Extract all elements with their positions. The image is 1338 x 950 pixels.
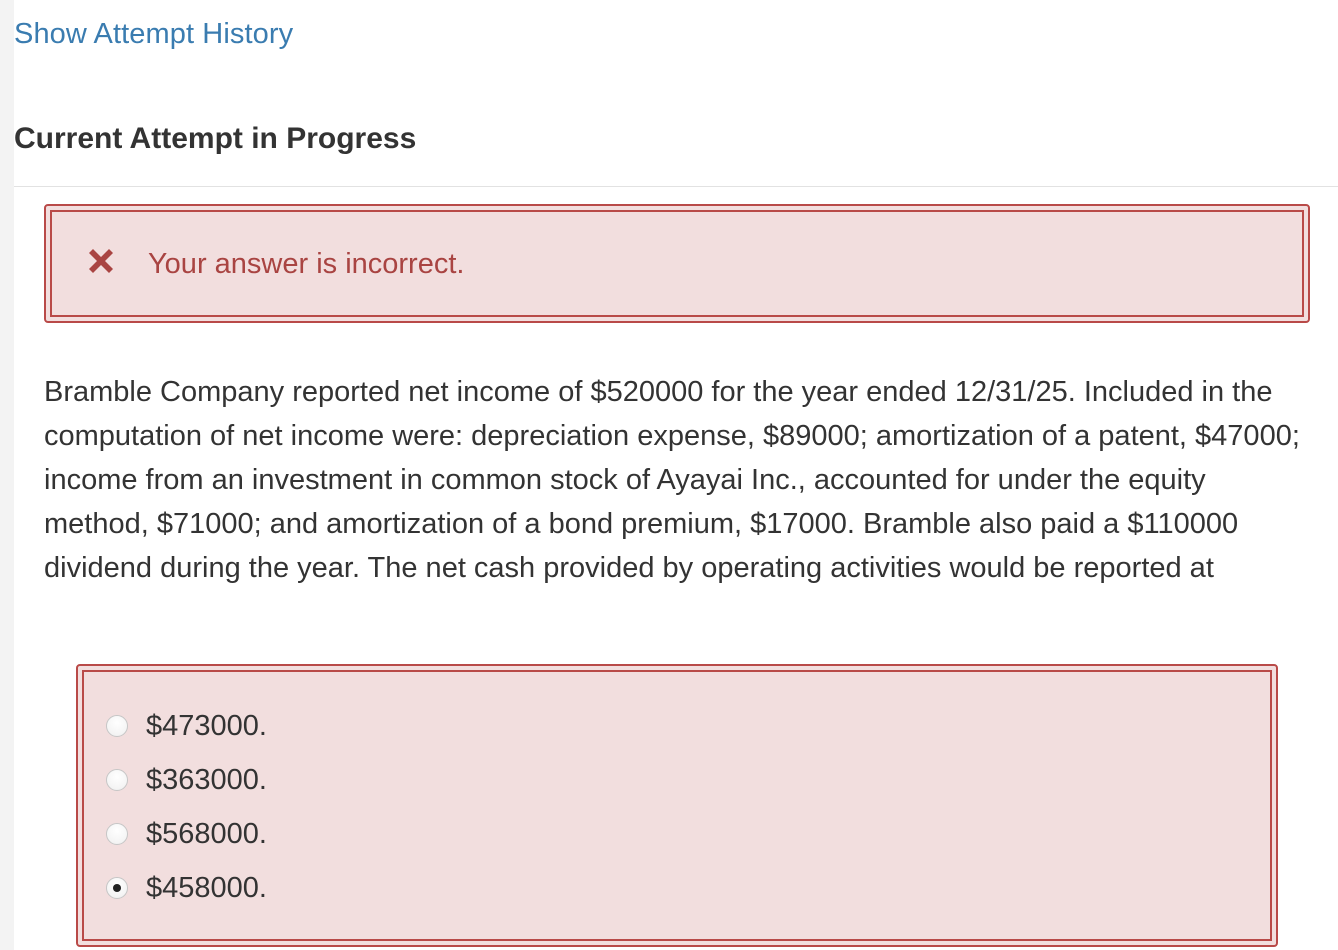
question-text: Bramble Company reported net income of $520000 for the year ended 12/31/25. Included in the computation of net income were: depreciation expense, $89000; amortization of a patent, $47000; income from an investment in common stock of Ayayai Inc., accounted for under the equity method, $71000; and amortization of a bond premium, $17000. Bramble also paid a $110000 dividend during the year. The net cash provided by operating activities would be reported at: [44, 376, 1300, 584]
feedback-message: Your answer is incorrect.: [148, 248, 465, 280]
divider: [14, 186, 1338, 187]
radio-button[interactable]: [106, 823, 128, 845]
feedback-banner: [44, 204, 1310, 323]
answer-options: [76, 664, 1278, 947]
radio-button[interactable]: [106, 715, 128, 737]
answer-option-label: $458000.: [146, 871, 267, 904]
answer-option[interactable]: [106, 868, 267, 908]
answer-option-label: $363000.: [146, 763, 267, 796]
left-rule: [0, 0, 14, 950]
answer-options-inner: [82, 670, 1272, 941]
radio-button[interactable]: [106, 769, 128, 791]
feedback-banner-inner: [50, 210, 1304, 317]
answer-option-label: $568000.: [146, 817, 267, 850]
show-attempt-history-link[interactable]: Show Attempt History: [14, 18, 294, 50]
answer-option[interactable]: [106, 706, 267, 746]
radio-button[interactable]: [106, 877, 128, 899]
answer-option[interactable]: [106, 760, 267, 800]
answer-option-label: $473000.: [146, 709, 267, 742]
x-mark-icon: [84, 244, 118, 278]
answer-option[interactable]: [106, 814, 267, 854]
attempt-heading: Current Attempt in Progress: [14, 122, 417, 155]
